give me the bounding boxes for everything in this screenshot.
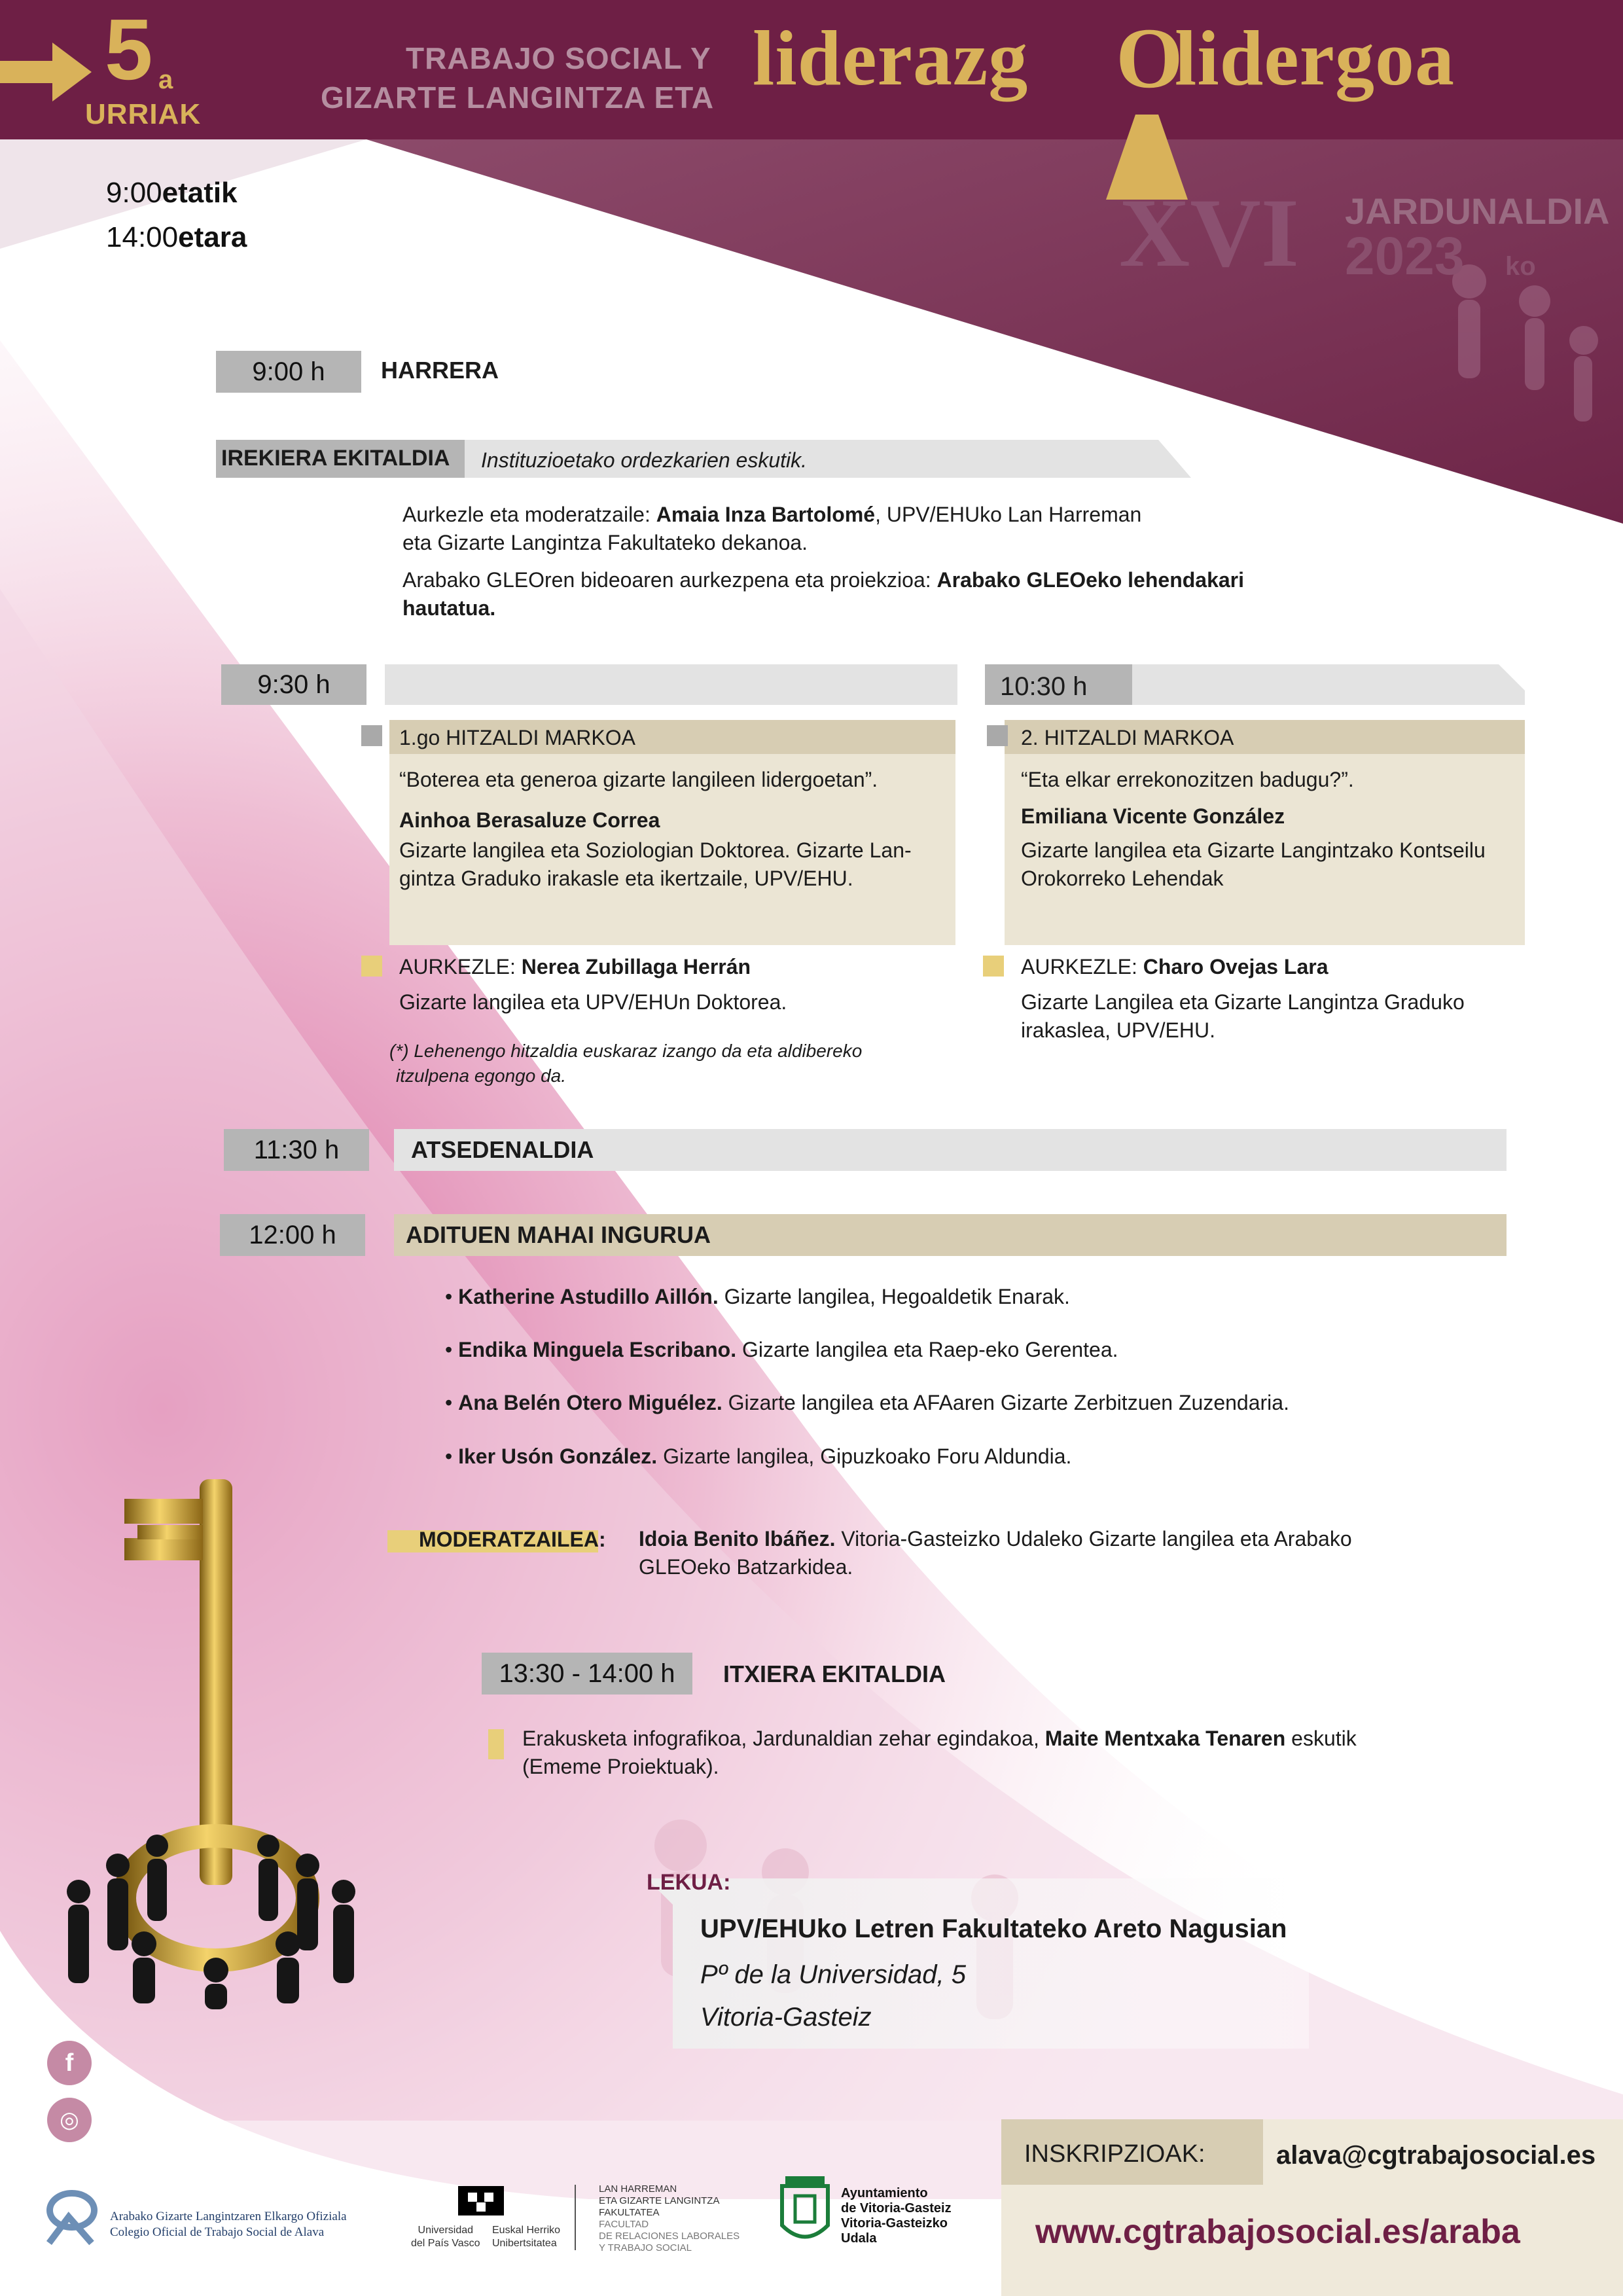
- title-o: O: [1116, 10, 1184, 106]
- talk2-presenter: AURKEZLE: Charo Ovejas Lara: [1021, 955, 1329, 978]
- edition-year-suffix: ko: [1505, 252, 1536, 281]
- registration-label: INSKRIPZIOAK:: [1024, 2140, 1205, 2168]
- talk2-presenter-marker: [983, 956, 1004, 977]
- closing-title: ITXIERA EKITALDIA: [723, 1660, 946, 1687]
- event-day: 5: [105, 1, 153, 98]
- list-item: • Ana Belén Otero Miguélez. Gizarte langilea eta AFAaren Gizarte Zerbitzuen Zuzendaria.: [445, 1391, 1289, 1415]
- edition-year: 2023: [1345, 226, 1465, 286]
- talk1-title: 1.go HITZALDI MARKOA: [399, 726, 635, 749]
- edition-roman: XVI: [1119, 179, 1300, 287]
- event-month: URRIAK: [85, 98, 202, 130]
- closing-text: Erakusketa infografikoa, Jardunaldian zehar egindakoa, Maite Mentxaka Tenaren eskutik (Ememe Proiektuak).: [522, 1727, 1357, 1779]
- translation-note: (*) Lehenengo hitzaldia euskaraz izango da eta aldibereko itzulpena egongo da.: [389, 1041, 863, 1086]
- venue-address: Pº de la Universidad, 5: [700, 1960, 966, 1989]
- ayuntamiento-logo-text: Ayuntamiento de Vitoria-Gasteiz Vitoria-Gasteizko Udala: [841, 2186, 952, 2246]
- panelist-list: [445, 1283, 1427, 1471]
- facebook-icon[interactable]: f: [47, 2041, 92, 2085]
- venue-city: Vitoria-Gasteiz: [700, 2003, 872, 2032]
- header-subtitle-2: GIZARTE LANGINTZA ETA: [321, 81, 715, 115]
- list-item: • Iker Usón González. Gizarte langilea, Gipuzkoako Foru Aldundia.: [445, 1444, 1072, 1468]
- event-day-suffix: a: [158, 65, 173, 94]
- moderator-label: MODERATZAILEA:: [419, 1528, 606, 1551]
- talk2-speaker: Emiliana Vicente González: [1021, 804, 1285, 828]
- logo-divider: [575, 2185, 576, 2250]
- list-item: • Katherine Astudillo Aillón. Gizarte langilea, Hegoaldetik Enarak.: [445, 1285, 1070, 1308]
- harrera-title: HARRERA: [381, 357, 499, 384]
- closing-time: 13:30 - 14:00 h: [482, 1653, 692, 1695]
- talk1-bar: [385, 664, 957, 705]
- closing-marker: [488, 1729, 504, 1759]
- opening-title: IREKIERA EKITALDIA: [221, 446, 450, 471]
- harrera-time: 9:00 h: [216, 351, 361, 393]
- talk1-marker: [361, 725, 382, 746]
- opening-subtitle: Instituzioetako ordezkarien eskutik.: [481, 448, 808, 472]
- title-left: liderazg: [753, 14, 1029, 101]
- upv-logo-text: Universidad del País Vasco: [411, 2225, 480, 2249]
- talk1-presenter-marker: [361, 956, 382, 977]
- ehu-logo-text: Euskal Herriko Unibertsitatea: [492, 2225, 561, 2249]
- colegio-logo-icon: [36, 2181, 108, 2253]
- title-right: lidergoa: [1175, 14, 1455, 101]
- header-subtitle-1: TRABAJO SOCIAL Y: [406, 41, 711, 75]
- arrow-icon: [0, 36, 98, 108]
- website-link[interactable]: www.cgtrabajosocial.es/araba: [1035, 2213, 1520, 2251]
- upv-logo-icon: [452, 2183, 510, 2219]
- colegio-logo-text: Arabako Gizarte Langintzaren Elkargo Ofiziala Colegio Oficial de Trabajo Social de Alava: [110, 2210, 347, 2239]
- talk1-presenter-bio: Gizarte langilea eta UPV/EHUn Doktorea.: [399, 990, 787, 1014]
- list-item: • Endika Minguela Escribano. Gizarte langilea eta Raep-eko Gerentea.: [445, 1338, 1118, 1362]
- schedule-start: 9:00etatik: [106, 177, 238, 209]
- venue-name: UPV/EHUko Letren Fakultateko Areto Nagusian: [700, 1914, 1287, 1943]
- faculty-logo-text: LAN HARREMAN ETA GIZARTE LANGINTZA FAKULTATEA FACULTAD DE RELACIONES LABORALES Y TRABAJO SOCIAL: [599, 2183, 740, 2253]
- talk2-title: 2. HITZALDI MARKOA: [1021, 726, 1234, 749]
- talk1-presenter: AURKEZLE: Nerea Zubillaga Herrán: [399, 955, 751, 978]
- roundtable-time: 12:00 h: [220, 1214, 365, 1256]
- opening-video: Arabako GLEOren bideoaren aurkezpena eta proiekzioa: Arabako GLEOeko lehendakari hautatua.: [402, 568, 1245, 620]
- talk1-speaker: Ainhoa Berasaluze Correa: [399, 808, 660, 832]
- talk1-quote: “Boterea eta generoa gizarte langileen lidergoetan”.: [399, 768, 878, 791]
- break-title: ATSEDENALDIA: [411, 1136, 594, 1163]
- instagram-icon[interactable]: ◎: [47, 2098, 92, 2142]
- golden-key-illustration: [39, 1473, 380, 2009]
- talk1-bio: Gizarte langilea eta Soziologian Doktorea. Gizarte Lan- gintza Graduko irakasle eta ikertzaile, UPV/EHU.: [399, 838, 912, 891]
- schedule-end: 14:00etara: [106, 221, 247, 253]
- ayuntamiento-logo-icon: [776, 2173, 834, 2251]
- edition-word: JARDUNALDIA: [1345, 190, 1610, 232]
- talk1-time: 9:30 h: [221, 664, 366, 705]
- talk2-time: 10:30 h: [1000, 672, 1088, 701]
- moderator: Idoia Benito Ibáñez. Vitoria-Gasteizko Udaleko Gizarte langilea eta Arabako GLEOeko Batzarkidea.: [639, 1527, 1352, 1579]
- talk2-marker: [987, 725, 1008, 746]
- talk2-bio: Gizarte langilea eta Gizarte Langintzako Kontseilu Orokorreko Lehendak: [1021, 838, 1486, 891]
- venue-label: LEKUA:: [647, 1870, 731, 1895]
- roundtable-title: ADITUEN MAHAI INGURUA: [406, 1221, 711, 1248]
- opening-moderator: Aurkezle eta moderatzaile: Amaia Inza Bartolomé, UPV/EHUko Lan Harreman eta Gizarte Langintza Fakultateko dekanoa.: [402, 503, 1142, 555]
- registration-email[interactable]: alava@cgtrabajosocial.es: [1276, 2141, 1596, 2170]
- break-time: 11:30 h: [224, 1129, 369, 1171]
- talk2-presenter-bio: Gizarte Langilea eta Gizarte Langintza Graduko irakaslea, UPV/EHU.: [1021, 990, 1465, 1043]
- talk2-quote: “Eta elkar errekonozitzen badugu?”.: [1021, 768, 1354, 791]
